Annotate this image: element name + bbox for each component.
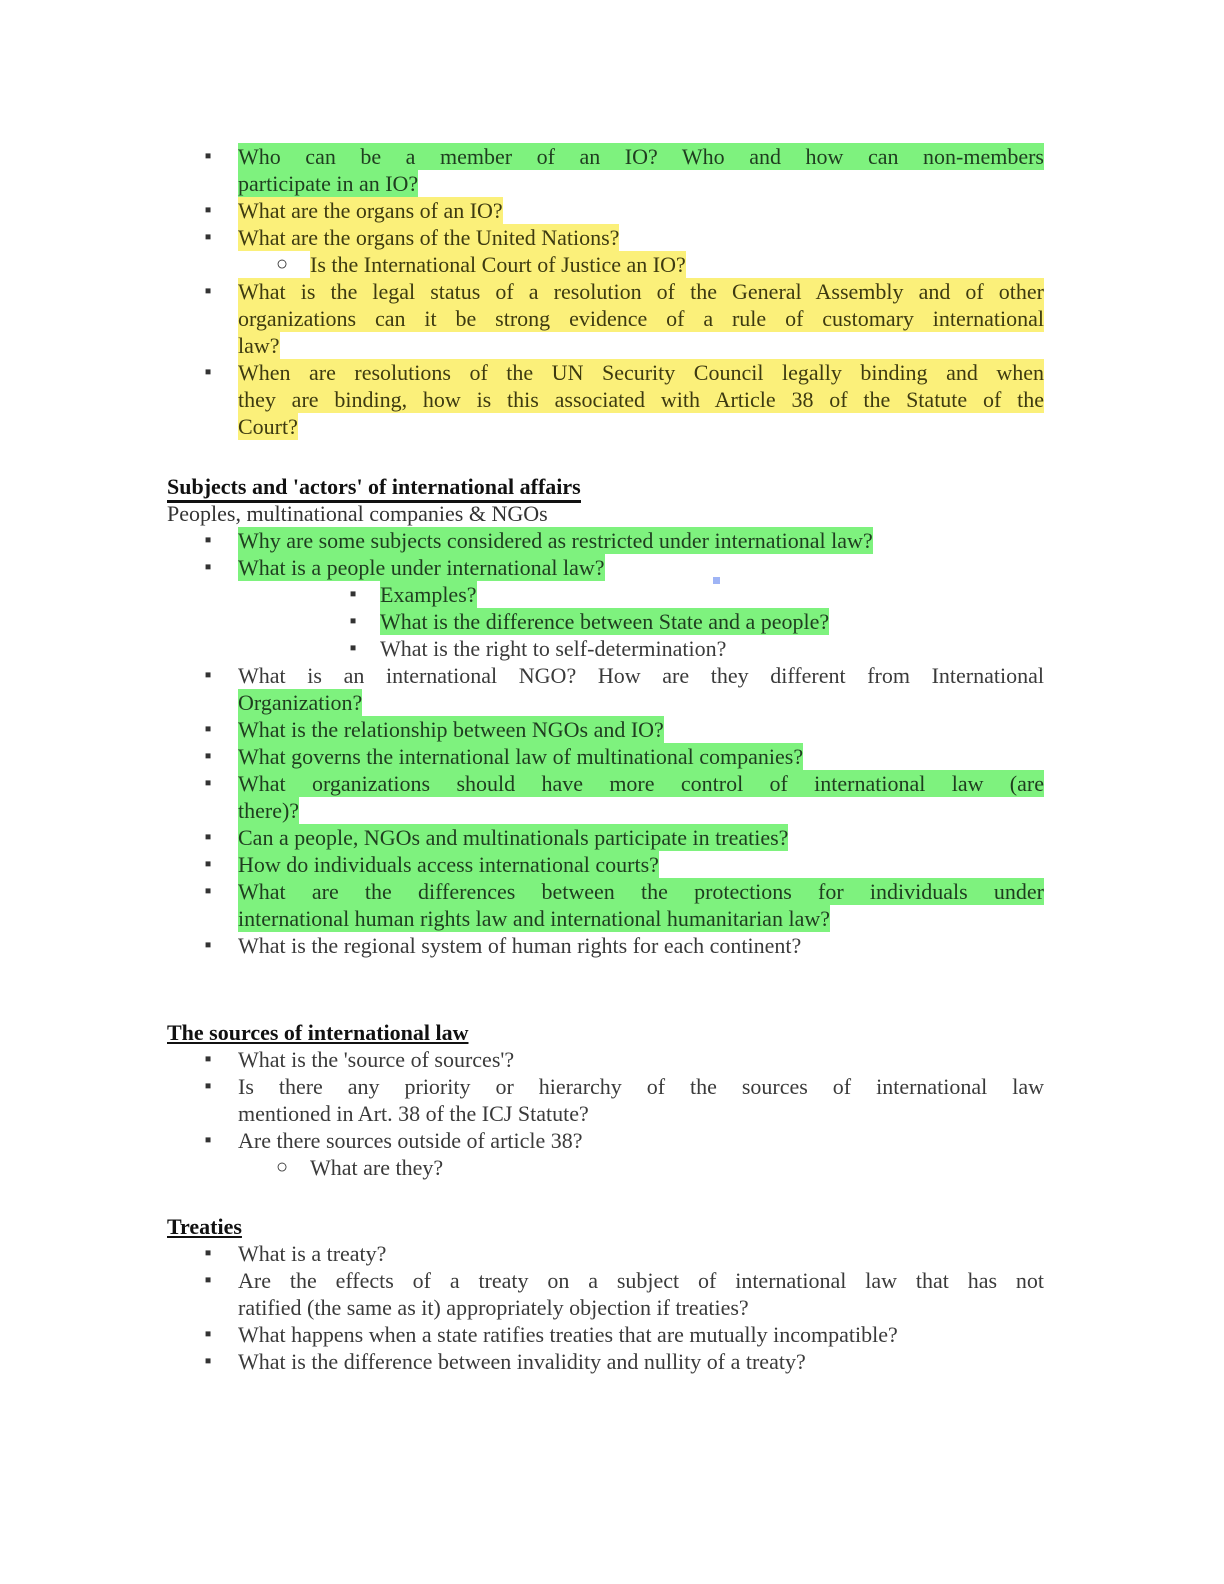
list-item-text: Who can be a member of an IO? Who and how can non-members — [238, 144, 1044, 169]
bullet-marker: ▪ — [349, 610, 357, 632]
bullet-marker: ▪ — [204, 361, 212, 383]
list-item-text: What is the difference between State and a people? — [380, 609, 830, 634]
bullet-marker: ▪ — [204, 529, 212, 551]
section-subheading: Peoples, multinational companies & NGOs — [167, 501, 548, 526]
bullet-marker: ▪ — [204, 1075, 212, 1097]
bullet-marker: ▪ — [204, 718, 212, 740]
list-item-text: Examples? — [380, 582, 477, 607]
list-item-text: What are they? — [310, 1155, 444, 1180]
list-item-text: international human rights law and international humanitarian law? — [238, 906, 830, 931]
bullet-marker: ▪ — [204, 280, 212, 302]
list-item-text: organizations can it be strong evidence of a rule of customary international — [238, 306, 1044, 331]
list-item-text: What is an international NGO? How are they different from International — [238, 663, 1044, 688]
list-item-text: What is the 'source of sources'? — [238, 1047, 515, 1072]
list-item-text: When are resolutions of the UN Security Council legally binding and when — [238, 360, 1044, 385]
bullet-marker: ▪ — [204, 1129, 212, 1151]
bullet-marker: ▪ — [204, 745, 212, 767]
bullet-marker: ▪ — [204, 145, 212, 167]
list-item-text: What is the difference between invalidity and nullity of a treaty? — [238, 1349, 806, 1374]
bullet-marker: ▪ — [204, 1242, 212, 1264]
list-item-text: they are binding, how is this associated with Article 38 of the Statute of the — [238, 387, 1044, 412]
list-item-text: What is a people under international law? — [238, 555, 605, 580]
list-item-text: Are the effects of a treaty on a subject of international law that has not — [238, 1268, 1044, 1293]
section-heading: Subjects and 'actors' of international affairs — [167, 474, 581, 503]
list-item-text: law? — [238, 333, 280, 358]
bullet-marker: ○ — [275, 253, 289, 275]
list-item-text: participate in an IO? — [238, 171, 419, 196]
list-item-text: Is the International Court of Justice an IO? — [310, 252, 686, 277]
bullet-marker: ▪ — [204, 1323, 212, 1345]
cursor-marker — [713, 577, 720, 584]
bullet-marker: ▪ — [349, 637, 357, 659]
bullet-marker: ▪ — [204, 664, 212, 686]
section-heading: Treaties — [167, 1214, 242, 1239]
list-item-text: What is the relationship between NGOs and IO? — [238, 717, 664, 742]
bullet-marker: ▪ — [204, 556, 212, 578]
list-item-text: What is a treaty? — [238, 1241, 387, 1266]
list-item-text: Court? — [238, 414, 298, 439]
list-item-text: What happens when a state ratifies treaties that are mutually incompatible? — [238, 1322, 898, 1347]
list-item-text: Can a people, NGOs and multinationals participate in treaties? — [238, 825, 789, 850]
list-item-text: What is the regional system of human rights for each continent? — [238, 933, 802, 958]
bullet-marker: ▪ — [204, 226, 212, 248]
list-item-text: Organization? — [238, 690, 363, 715]
bullet-marker: ○ — [275, 1156, 289, 1178]
section-heading: The sources of international law — [167, 1020, 469, 1045]
list-item-text: What are the organs of the United Nations? — [238, 225, 620, 250]
bullet-marker: ▪ — [204, 772, 212, 794]
list-item-text: Why are some subjects considered as restricted under international law? — [238, 528, 873, 553]
list-item-text: What is the right to self-determination? — [380, 636, 727, 661]
list-item-text: mentioned in Art. 38 of the ICJ Statute? — [238, 1101, 589, 1126]
list-item-text: What is the legal status of a resolution of the General Assembly and of other — [238, 279, 1044, 304]
bullet-marker: ▪ — [204, 1048, 212, 1070]
bullet-marker: ▪ — [204, 853, 212, 875]
list-item-text: What organizations should have more control of international law (are — [238, 771, 1044, 796]
bullet-marker: ▪ — [349, 583, 357, 605]
list-item-text: How do individuals access international courts? — [238, 852, 659, 877]
list-item-text: What are the organs of an IO? — [238, 198, 503, 223]
list-item-text: ratified (the same as it) appropriately objection if treaties? — [238, 1295, 749, 1320]
list-item-text: What are the differences between the protections for individuals under — [238, 879, 1044, 904]
bullet-marker: ▪ — [204, 934, 212, 956]
list-item-text: Is there any priority or hierarchy of the sources of international law — [238, 1074, 1044, 1099]
bullet-marker: ▪ — [204, 199, 212, 221]
list-item-text: there)? — [238, 798, 300, 823]
list-item-text: Are there sources outside of article 38? — [238, 1128, 583, 1153]
list-item-text: What governs the international law of multinational companies? — [238, 744, 804, 769]
bullet-marker: ▪ — [204, 1269, 212, 1291]
bullet-marker: ▪ — [204, 826, 212, 848]
bullet-marker: ▪ — [204, 880, 212, 902]
bullet-marker: ▪ — [204, 1350, 212, 1372]
